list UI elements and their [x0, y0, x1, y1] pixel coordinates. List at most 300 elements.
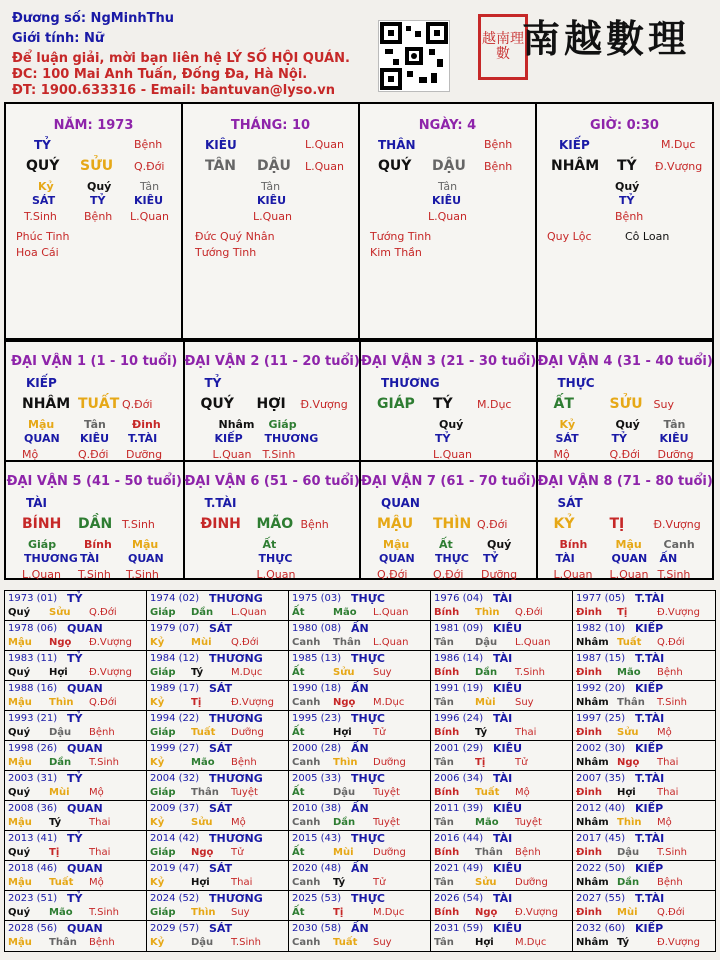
year-cell[interactable]	[147, 831, 289, 861]
pillar-state: L.Quan	[305, 138, 344, 151]
year-state: Dưỡng	[373, 847, 406, 858]
year-cell[interactable]	[431, 771, 573, 801]
year-state: Q.Đới	[657, 637, 685, 648]
year-branch: Tý	[475, 727, 488, 738]
year-branch: Tý	[333, 877, 346, 888]
dai-van-branch: HỢI	[256, 396, 286, 412]
year-stem: Ất	[292, 847, 305, 858]
year-branch: Tị	[333, 907, 344, 918]
year-cell[interactable]	[573, 861, 715, 891]
dai-van-stem: ẤT	[553, 396, 574, 412]
year-label: 2029 (57)	[150, 923, 200, 934]
dai-van-god: QUAN	[381, 496, 420, 510]
year-state: Q.Đới	[89, 697, 117, 708]
dai-van-hidden-god: QUAN	[24, 432, 60, 445]
year-cell[interactable]	[147, 621, 289, 651]
dai-van-state: Q.Đới	[122, 398, 153, 411]
pillar-state2: Đ.Vượng	[655, 160, 703, 173]
year-cell[interactable]	[431, 831, 573, 861]
year-label: 1980 (08)	[292, 623, 342, 634]
year-stem: Quý	[8, 667, 31, 678]
year-branch: Dần	[475, 667, 498, 678]
dai-van-hidden-state: L.Quan	[553, 568, 593, 581]
year-cell[interactable]	[431, 801, 573, 831]
dai-van-cell	[183, 460, 360, 581]
pillar-state2: Q.Đới	[134, 160, 165, 173]
dai-van-state: Đ.Vượng	[300, 398, 348, 411]
year-label: 2020 (48)	[292, 863, 342, 874]
year-state: Đ.Vượng	[231, 697, 274, 708]
year-stem: Bính	[434, 667, 460, 678]
dai-van-hidden-state: Q.Đới	[377, 568, 408, 581]
year-state: M.Dục	[373, 697, 405, 708]
year-state: Dưỡng	[231, 727, 264, 738]
year-cell[interactable]	[573, 831, 715, 861]
year-label: 1990 (18)	[292, 683, 342, 694]
year-branch: Dần	[333, 817, 356, 828]
year-god: KIÊU	[493, 682, 523, 695]
year-state: Mộ	[89, 877, 104, 888]
year-cell[interactable]	[5, 921, 147, 951]
year-label: 1984 (12)	[150, 653, 200, 664]
year-stem: Đinh	[576, 607, 603, 618]
dai-van-god: T.TÀI	[204, 496, 237, 510]
year-stem: Bính	[434, 847, 460, 858]
year-cell[interactable]	[431, 741, 573, 771]
year-cell[interactable]	[431, 621, 573, 651]
dai-van-hidden-state: L.Quan	[433, 448, 472, 461]
year-god: TÀI	[493, 712, 513, 725]
pillar-state: Bệnh	[134, 138, 163, 151]
dai-van-hidden-state: Q.Đới	[78, 448, 109, 461]
year-cell[interactable]	[431, 861, 573, 891]
year-cell[interactable]	[289, 651, 431, 681]
dai-van-stem: KỶ	[553, 516, 575, 532]
year-god: TÀI	[493, 892, 513, 905]
year-state: Suy	[515, 697, 534, 708]
year-cell[interactable]	[147, 861, 289, 891]
year-label: 1977 (05)	[576, 593, 626, 604]
year-stem: Đinh	[576, 847, 603, 858]
year-cell[interactable]	[573, 651, 715, 681]
year-stem: Mậu	[8, 697, 32, 708]
year-cell[interactable]	[289, 861, 431, 891]
year-label: 1983 (11)	[8, 653, 58, 664]
dai-van-stem: ĐINH	[200, 516, 241, 532]
year-cell[interactable]	[5, 591, 147, 621]
year-cell[interactable]	[431, 591, 573, 621]
dai-van-title: ĐẠI VẬN 8 (71 - 80 tuổi)	[537, 474, 713, 489]
year-god: TÀI	[493, 832, 513, 845]
year-cell[interactable]	[5, 741, 147, 771]
year-label: 2010 (38)	[292, 803, 342, 814]
year-label: 1976 (04)	[434, 593, 484, 604]
year-state: Mộ	[89, 787, 104, 798]
year-branch: Dậu	[49, 727, 72, 738]
year-god: SÁT	[209, 862, 233, 875]
dai-van-branch: TÝ	[433, 396, 453, 412]
dai-van-state: Đ.Vượng	[653, 518, 701, 531]
year-state: Suy	[373, 667, 392, 678]
year-stem: Nhâm	[576, 877, 609, 888]
year-branch: Dậu	[475, 637, 498, 648]
year-state: Đ.Vượng	[515, 907, 558, 918]
year-state: Q.Đới	[89, 607, 117, 618]
dai-van-state: Suy	[653, 398, 674, 411]
year-stem: Quý	[8, 787, 31, 798]
year-stem: Canh	[292, 877, 321, 888]
dai-van-hidden-god: ẤN	[659, 552, 678, 565]
gender: Giới tính: Nữ	[12, 31, 105, 46]
dai-van-cell	[6, 342, 183, 460]
year-god: QUAN	[67, 862, 103, 875]
year-state: Tử	[373, 877, 386, 888]
dai-van-hidden-god: THƯƠNG	[264, 432, 319, 445]
year-cell[interactable]	[5, 621, 147, 651]
year-cell[interactable]	[289, 771, 431, 801]
year-stem: Kỷ	[150, 757, 165, 768]
pillar-title: GIỜ: 0:30	[590, 118, 659, 133]
dai-van-hidden-stem: Bính	[559, 538, 588, 551]
year-branch: Thìn	[475, 607, 500, 618]
year-cell[interactable]	[147, 741, 289, 771]
year-cell[interactable]	[431, 921, 573, 951]
year-cell[interactable]	[289, 801, 431, 831]
year-god: KIẾP	[635, 682, 664, 695]
year-cell[interactable]	[573, 621, 715, 651]
year-cell[interactable]	[573, 801, 715, 831]
year-cell[interactable]	[573, 681, 715, 711]
year-stem: Kỷ	[150, 637, 165, 648]
year-label: 2015 (43)	[292, 833, 342, 844]
special-star: Hoa Cái	[16, 246, 59, 259]
dai-van-hidden-god: SÁT	[555, 432, 579, 445]
year-god: TỶ	[67, 652, 83, 665]
year-cell[interactable]	[289, 621, 431, 651]
dai-van-god: KIẾP	[26, 376, 57, 390]
year-god: KIÊU	[493, 922, 523, 935]
year-cell[interactable]	[5, 831, 147, 861]
year-stem: Giáp	[150, 607, 176, 618]
dai-van-stem: GIÁP	[377, 396, 415, 412]
pillar-god: TỶ	[34, 138, 51, 152]
year-cell[interactable]	[5, 891, 147, 921]
dai-van-hidden-god: T.TÀI	[128, 432, 158, 445]
year-state: T.Sinh	[89, 907, 119, 918]
hidden-stem: Quý	[87, 180, 112, 193]
year-label: 1982 (10)	[576, 623, 626, 634]
dai-van-hidden-god: QUAN	[128, 552, 164, 565]
year-state: Thai	[657, 787, 679, 798]
year-label: 2031 (59)	[434, 923, 484, 934]
year-state: T.Sinh	[89, 757, 119, 768]
dai-van-hidden-state: Dưỡng	[657, 448, 694, 461]
dai-van-hidden-stem: Quý	[487, 538, 512, 551]
year-cell[interactable]	[289, 681, 431, 711]
dai-van-hidden-state: L.Quan	[256, 568, 296, 581]
special-star: Cô Loan	[625, 230, 670, 243]
year-stem: Mậu	[8, 757, 32, 768]
year-stem: Nhâm	[576, 697, 609, 708]
year-cell[interactable]	[289, 741, 431, 771]
pillar-stem: TÂN	[205, 158, 237, 174]
year-stem: Giáp	[150, 907, 176, 918]
year-god: ẤN	[351, 682, 369, 695]
year-state: M.Dục	[515, 937, 547, 948]
year-state: M.Dục	[373, 907, 405, 918]
pillar-day	[358, 104, 535, 338]
year-cell[interactable]	[431, 711, 573, 741]
year-stem: Giáp	[150, 847, 176, 858]
year-cell[interactable]	[5, 771, 147, 801]
year-stem: Mậu	[8, 877, 32, 888]
year-cell[interactable]	[289, 921, 431, 951]
year-cell[interactable]	[573, 891, 715, 921]
year-cell[interactable]	[431, 651, 573, 681]
year-stem: Canh	[292, 757, 321, 768]
year-cell[interactable]	[5, 801, 147, 831]
year-cell[interactable]	[289, 711, 431, 741]
year-branch: Tị	[475, 757, 486, 768]
year-cell[interactable]	[573, 741, 715, 771]
year-god: KIÊU	[493, 802, 523, 815]
annual-luck-grid	[4, 590, 716, 952]
year-cell[interactable]	[289, 591, 431, 621]
year-label: 2005 (33)	[292, 773, 342, 784]
year-label: 2028 (56)	[8, 923, 58, 934]
year-god: TỶ	[67, 892, 83, 905]
year-stem: Tân	[434, 637, 454, 648]
year-stem: Mậu	[8, 937, 32, 948]
year-state: Suy	[231, 907, 250, 918]
year-god: T.TÀI	[635, 592, 665, 605]
year-cell[interactable]	[431, 891, 573, 921]
year-state: Suy	[373, 937, 392, 948]
pillar-branch: SỬU	[80, 158, 114, 174]
year-cell[interactable]	[289, 831, 431, 861]
year-state: M.Dục	[231, 667, 263, 678]
year-state: Mộ	[657, 727, 672, 738]
year-cell[interactable]	[147, 891, 289, 921]
year-cell[interactable]	[147, 921, 289, 951]
year-cell[interactable]	[5, 861, 147, 891]
dai-van-hidden-stem: Tân	[84, 418, 106, 431]
dai-van-hidden-state: L.Quan	[609, 568, 649, 581]
year-stem: Bính	[434, 787, 460, 798]
year-branch: Mão	[49, 907, 73, 918]
year-state: L.Quan	[515, 637, 551, 648]
year-label: 1991 (19)	[434, 683, 484, 694]
year-branch: Sửu	[475, 877, 497, 888]
year-state: Dưỡng	[373, 757, 406, 768]
dai-van-title: ĐẠI VẬN 5 (41 - 50 tuổi)	[6, 474, 182, 489]
year-branch: Dậu	[617, 847, 640, 858]
year-stem: Kỷ	[150, 877, 165, 888]
year-cell[interactable]	[289, 891, 431, 921]
year-god: THỰC	[351, 712, 385, 725]
year-cell[interactable]	[147, 591, 289, 621]
year-cell[interactable]	[573, 711, 715, 741]
year-stem: Tân	[434, 937, 454, 948]
year-god: KIÊU	[493, 622, 523, 635]
year-label: 2007 (35)	[576, 773, 626, 784]
pillar-branch: DẬU	[257, 158, 291, 174]
dai-van-hidden-god: THỰC	[258, 552, 293, 565]
year-cell[interactable]	[5, 651, 147, 681]
dai-van-branch: THÌN	[433, 516, 472, 532]
pillar-state2: L.Quan	[305, 160, 344, 173]
year-branch: Tuất	[333, 937, 358, 948]
year-cell[interactable]	[431, 681, 573, 711]
year-cell[interactable]	[147, 651, 289, 681]
year-branch: Hợi	[333, 727, 352, 738]
year-state: Đ.Vượng	[89, 637, 132, 648]
year-label: 2024 (52)	[150, 893, 200, 904]
year-god: QUAN	[67, 802, 103, 815]
year-cell[interactable]	[573, 771, 715, 801]
year-label: 1998 (26)	[8, 743, 58, 754]
year-state: T.Sinh	[657, 697, 687, 708]
year-cell[interactable]	[147, 801, 289, 831]
dai-van-branch: TỊ	[609, 516, 625, 532]
year-state: Bệnh	[89, 937, 115, 948]
dai-van-hidden-god: KIÊU	[80, 432, 110, 445]
year-cell[interactable]	[5, 681, 147, 711]
year-stem: Ất	[292, 727, 305, 738]
year-branch: Ngọ	[49, 637, 72, 648]
phone-email-line[interactable]: ĐT: 1900.633316 - Email: bantuvan@lyso.vn	[12, 83, 336, 98]
dai-van-hidden-stem: Giáp	[268, 418, 297, 431]
pillar-year	[6, 104, 181, 338]
year-label: 2023 (51)	[8, 893, 58, 904]
dai-van-cell	[183, 342, 360, 460]
year-branch: Ngọ	[191, 847, 214, 858]
dai-van-hidden-stem: Mậu	[132, 538, 159, 551]
dai-van-grid	[4, 340, 714, 580]
year-god: TỶ	[67, 832, 83, 845]
year-branch: Thìn	[49, 697, 74, 708]
dai-van-cell	[359, 342, 536, 460]
year-branch: Tuất	[475, 787, 500, 798]
dai-van-state: Bệnh	[300, 518, 329, 531]
dai-van-hidden-state: T.Sinh	[78, 568, 111, 581]
year-stem: Canh	[292, 817, 321, 828]
year-cell[interactable]	[573, 591, 715, 621]
hidden-god: KIÊU	[432, 194, 462, 207]
year-label: 2026 (54)	[434, 893, 484, 904]
year-god: QUAN	[67, 742, 103, 755]
year-label: 1978 (06)	[8, 623, 58, 634]
year-branch: Mão	[617, 667, 641, 678]
pillar-stem: QUÝ	[26, 158, 60, 174]
dai-van-hidden-stem: Quý	[439, 418, 464, 431]
year-branch: Dần	[617, 877, 640, 888]
hidden-god: KIÊU	[134, 194, 164, 207]
pillar-title: NĂM: 1973	[53, 118, 134, 133]
dai-van-title: ĐẠI VẬN 6 (51 - 60 tuổi)	[184, 474, 360, 489]
year-state: L.Quan	[373, 607, 409, 618]
qr-code-icon[interactable]	[378, 20, 450, 92]
year-cell[interactable]	[147, 711, 289, 741]
year-branch: Hợi	[617, 787, 636, 798]
hidden-stem: Tân	[438, 180, 458, 193]
year-branch: Dần	[191, 607, 214, 618]
four-pillars-panel	[4, 102, 714, 340]
dai-van-god: THƯƠNG	[381, 376, 440, 390]
year-branch: Tuất	[617, 637, 642, 648]
year-branch: Thân	[191, 787, 219, 798]
year-cell[interactable]	[5, 711, 147, 741]
year-label: 1995 (23)	[292, 713, 342, 724]
dai-van-stem: NHÂM	[22, 396, 71, 412]
year-god: KIẾP	[635, 862, 664, 875]
hidden-stem: Quý	[615, 180, 640, 193]
year-stem: Canh	[292, 937, 321, 948]
dai-van-cell	[536, 460, 713, 581]
dai-van-hidden-god: TỶ	[483, 552, 499, 565]
year-cell[interactable]	[147, 771, 289, 801]
year-branch: Thân	[49, 937, 77, 948]
dai-van-hidden-stem: Mậu	[28, 418, 55, 431]
year-branch: Thìn	[191, 907, 216, 918]
pillar-month	[181, 104, 358, 338]
year-label: 2021 (49)	[434, 863, 484, 874]
year-state: Q.Đới	[231, 637, 259, 648]
year-stem: Nhâm	[576, 757, 609, 768]
year-stem: Tân	[434, 757, 454, 768]
year-stem: Canh	[292, 697, 321, 708]
year-god: ẤN	[351, 622, 369, 635]
year-state: Thai	[89, 817, 111, 828]
dai-van-title: ĐẠI VẬN 7 (61 - 70 tuổi)	[361, 474, 537, 489]
year-label: 1981 (09)	[434, 623, 484, 634]
owner-name: Đương số: NgMinhThu	[12, 11, 175, 26]
year-god: KIẾP	[635, 622, 664, 635]
hidden-stem: Tân	[140, 180, 160, 193]
pillar-stem: QUÝ	[378, 158, 412, 174]
dai-van-hidden-stem: Kỷ	[559, 418, 576, 431]
year-cell[interactable]	[147, 681, 289, 711]
year-state: Bệnh	[515, 847, 541, 858]
year-state: T.Sinh	[231, 937, 261, 948]
dai-van-hidden-state: Dưỡng	[126, 448, 163, 461]
year-branch: Tý	[617, 937, 630, 948]
year-label: 2018 (46)	[8, 863, 58, 874]
year-state: Đ.Vượng	[657, 607, 700, 618]
year-god: THƯƠNG	[209, 892, 263, 905]
year-god: SÁT	[209, 622, 233, 635]
year-stem: Giáp	[150, 727, 176, 738]
year-stem: Ất	[292, 607, 305, 618]
dai-van-hidden-stem: Đinh	[132, 418, 161, 431]
pillar-title: THÁNG: 10	[230, 118, 311, 133]
dai-van-hidden-stem: Giáp	[28, 538, 57, 551]
year-stem: Tân	[434, 877, 454, 888]
year-stem: Ất	[292, 907, 305, 918]
dai-van-hidden-god: THỰC	[435, 552, 469, 565]
year-state: Tử	[373, 727, 386, 738]
year-god: TÀI	[493, 772, 513, 785]
year-branch: Mùi	[333, 847, 354, 858]
year-cell[interactable]	[573, 921, 715, 951]
year-state: L.Quan	[231, 607, 267, 618]
hidden-state: L.Quan	[130, 210, 169, 223]
hidden-state: L.Quan	[428, 210, 467, 223]
year-label: 2019 (47)	[150, 863, 200, 874]
year-label: 2002 (30)	[576, 743, 626, 754]
dai-van-hidden-stem: Mậu	[615, 538, 642, 551]
hidden-stem: Kỷ	[38, 180, 54, 193]
